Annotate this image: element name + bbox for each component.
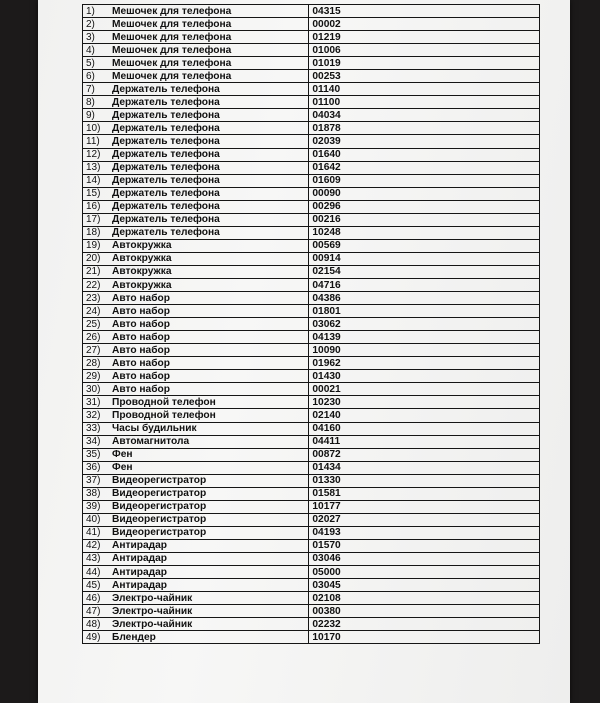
item-name: Держатель телефона xyxy=(112,83,220,95)
item-code: 01878 xyxy=(309,122,540,135)
item-code: 00296 xyxy=(309,200,540,213)
table-row xyxy=(83,292,540,305)
item-name: Держатель телефона xyxy=(112,188,220,200)
item-cell xyxy=(83,148,309,161)
table-row xyxy=(83,539,540,552)
table-row xyxy=(83,239,540,252)
table-row xyxy=(83,305,540,318)
row-number: 40) xyxy=(86,514,101,526)
item-name: Электро-чайник xyxy=(112,618,193,630)
item-name: Авто набор xyxy=(112,383,170,395)
item-name: Автомагнитола xyxy=(112,436,190,448)
item-code: 05000 xyxy=(309,566,540,579)
item-code: 04160 xyxy=(309,422,540,435)
item-code: 10170 xyxy=(309,631,540,644)
table-row xyxy=(83,344,540,357)
table-row xyxy=(83,396,540,409)
table-row xyxy=(83,57,540,70)
row-number: 36) xyxy=(86,462,101,474)
table-row xyxy=(83,161,540,174)
item-cell xyxy=(83,474,309,487)
item-name: Авто набор xyxy=(112,318,170,330)
item-name: Видеорегистратор xyxy=(112,527,207,539)
item-name: Проводной телефон xyxy=(112,396,216,408)
item-code: 02027 xyxy=(309,513,540,526)
item-cell xyxy=(83,44,309,57)
row-number: 16) xyxy=(86,201,101,213)
table-row xyxy=(83,422,540,435)
table-row xyxy=(83,200,540,213)
item-code: 00872 xyxy=(309,448,540,461)
item-cell xyxy=(83,5,309,18)
item-code: 04386 xyxy=(309,292,540,305)
item-cell xyxy=(83,579,309,592)
row-number: 29) xyxy=(86,370,101,382)
table-row xyxy=(83,618,540,631)
item-code: 02154 xyxy=(309,265,540,278)
item-cell xyxy=(83,435,309,448)
row-number: 1) xyxy=(86,5,95,17)
item-code: 00021 xyxy=(309,383,540,396)
row-number: 27) xyxy=(86,344,101,356)
item-cell xyxy=(83,122,309,135)
row-number: 14) xyxy=(86,175,101,187)
item-code: 10090 xyxy=(309,344,540,357)
table-row xyxy=(83,187,540,200)
item-code: 03062 xyxy=(309,318,540,331)
table-row xyxy=(83,5,540,18)
item-name: Авто набор xyxy=(112,305,170,317)
item-code: 00380 xyxy=(309,605,540,618)
row-number: 32) xyxy=(86,409,101,421)
row-number: 44) xyxy=(86,566,101,578)
item-cell xyxy=(83,318,309,331)
item-code: 01100 xyxy=(309,96,540,109)
table-row xyxy=(83,487,540,500)
item-code: 03045 xyxy=(309,579,540,592)
row-number: 30) xyxy=(86,383,101,395)
row-number: 42) xyxy=(86,540,101,552)
row-number: 12) xyxy=(86,149,101,161)
item-code: 04193 xyxy=(309,526,540,539)
table-row xyxy=(83,213,540,226)
item-code: 10230 xyxy=(309,396,540,409)
item-code: 01434 xyxy=(309,461,540,474)
item-name: Часы будильник xyxy=(112,423,197,435)
item-code: 04411 xyxy=(309,435,540,448)
item-code: 00569 xyxy=(309,239,540,252)
row-number: 24) xyxy=(86,305,101,317)
table-row xyxy=(83,631,540,644)
item-name: Видеорегистратор xyxy=(112,501,207,513)
item-cell xyxy=(83,174,309,187)
item-code: 10177 xyxy=(309,500,540,513)
item-cell xyxy=(83,631,309,644)
item-name: Электро-чайник xyxy=(112,592,193,604)
item-code: 02140 xyxy=(309,409,540,422)
item-name: Авто набор xyxy=(112,357,170,369)
item-cell xyxy=(83,592,309,605)
item-name: Держатель телефона xyxy=(112,214,220,226)
item-name: Видеорегистратор xyxy=(112,488,207,500)
row-number: 13) xyxy=(86,162,101,174)
table-row xyxy=(83,109,540,122)
item-name: Фен xyxy=(112,462,133,474)
table-row xyxy=(83,278,540,291)
item-name: Антирадар xyxy=(112,553,168,565)
row-number: 47) xyxy=(86,605,101,617)
item-cell xyxy=(83,552,309,565)
item-cell xyxy=(83,31,309,44)
item-name: Антирадар xyxy=(112,579,168,591)
item-name: Держатель телефона xyxy=(112,162,220,174)
item-cell xyxy=(83,357,309,370)
item-cell xyxy=(83,539,309,552)
item-code: 04139 xyxy=(309,331,540,344)
table-row xyxy=(83,31,540,44)
row-number: 17) xyxy=(86,214,101,226)
table-row xyxy=(83,357,540,370)
item-cell xyxy=(83,305,309,318)
item-cell xyxy=(83,200,309,213)
row-number: 49) xyxy=(86,631,101,643)
item-name: Авто набор xyxy=(112,292,170,304)
item-cell xyxy=(83,344,309,357)
item-cell xyxy=(83,239,309,252)
item-cell xyxy=(83,278,309,291)
item-name: Держатель телефона xyxy=(112,135,220,147)
item-cell xyxy=(83,409,309,422)
table-row xyxy=(83,252,540,265)
item-code: 04315 xyxy=(309,5,540,18)
inventory-table xyxy=(82,4,540,644)
item-cell xyxy=(83,618,309,631)
item-cell xyxy=(83,187,309,200)
table-row xyxy=(83,500,540,513)
item-name: Мешочек для телефона xyxy=(112,18,232,30)
row-number: 38) xyxy=(86,488,101,500)
table-row xyxy=(83,148,540,161)
item-name: Авто набор xyxy=(112,370,170,382)
item-cell xyxy=(83,83,309,96)
item-cell xyxy=(83,135,309,148)
table-row xyxy=(83,552,540,565)
row-number: 45) xyxy=(86,579,101,591)
table-row xyxy=(83,513,540,526)
item-name: Авто набор xyxy=(112,344,170,356)
row-number: 6) xyxy=(86,70,95,82)
item-name: Фен xyxy=(112,449,133,461)
row-number: 15) xyxy=(86,188,101,200)
table-row xyxy=(83,18,540,31)
table-row xyxy=(83,331,540,344)
table-row xyxy=(83,44,540,57)
table-row xyxy=(83,83,540,96)
row-number: 2) xyxy=(86,18,95,30)
table-row xyxy=(83,566,540,579)
item-code: 01019 xyxy=(309,57,540,70)
item-cell xyxy=(83,500,309,513)
item-name: Блендер xyxy=(112,631,156,643)
item-cell xyxy=(83,461,309,474)
table-row xyxy=(83,370,540,383)
table-row xyxy=(83,526,540,539)
row-number: 25) xyxy=(86,318,101,330)
item-cell xyxy=(83,226,309,239)
table-row xyxy=(83,96,540,109)
item-name: Автокружка xyxy=(112,279,172,291)
item-name: Держатель телефона xyxy=(112,96,220,108)
item-cell xyxy=(83,292,309,305)
item-name: Держатель телефона xyxy=(112,175,220,187)
table-row xyxy=(83,474,540,487)
item-cell xyxy=(83,566,309,579)
item-name: Мешочек для телефона xyxy=(112,31,232,43)
item-cell xyxy=(83,57,309,70)
item-cell xyxy=(83,161,309,174)
item-cell xyxy=(83,605,309,618)
item-code: 01609 xyxy=(309,174,540,187)
row-number: 48) xyxy=(86,618,101,630)
item-code: 01330 xyxy=(309,474,540,487)
item-code: 00002 xyxy=(309,18,540,31)
item-code: 01570 xyxy=(309,539,540,552)
row-number: 31) xyxy=(86,396,101,408)
item-code: 00216 xyxy=(309,213,540,226)
row-number: 41) xyxy=(86,527,101,539)
row-number: 46) xyxy=(86,592,101,604)
table-row xyxy=(83,174,540,187)
row-number: 22) xyxy=(86,279,101,291)
item-code: 00253 xyxy=(309,70,540,83)
row-number: 43) xyxy=(86,553,101,565)
row-number: 3) xyxy=(86,31,95,43)
item-name: Держатель телефона xyxy=(112,122,220,134)
row-number: 7) xyxy=(86,83,95,95)
item-code: 03046 xyxy=(309,552,540,565)
table-row xyxy=(83,226,540,239)
item-cell xyxy=(83,422,309,435)
inventory-table-body xyxy=(83,5,540,644)
item-cell xyxy=(83,331,309,344)
item-code: 01140 xyxy=(309,83,540,96)
row-number: 37) xyxy=(86,475,101,487)
row-number: 20) xyxy=(86,253,101,265)
item-code: 01640 xyxy=(309,148,540,161)
item-cell xyxy=(83,213,309,226)
item-name: Видеорегистратор xyxy=(112,514,207,526)
row-number: 28) xyxy=(86,357,101,369)
item-cell xyxy=(83,448,309,461)
item-name: Держатель телефона xyxy=(112,227,220,239)
table-row xyxy=(83,122,540,135)
item-code: 01581 xyxy=(309,487,540,500)
row-number: 10) xyxy=(86,122,101,134)
item-code: 00914 xyxy=(309,252,540,265)
item-code: 01801 xyxy=(309,305,540,318)
row-number: 19) xyxy=(86,240,101,252)
item-code: 01006 xyxy=(309,44,540,57)
row-number: 21) xyxy=(86,266,101,278)
table-row xyxy=(83,605,540,618)
table-row xyxy=(83,70,540,83)
item-name: Электро-чайник xyxy=(112,605,193,617)
table-row xyxy=(83,265,540,278)
item-cell xyxy=(83,383,309,396)
item-name: Мешочек для телефона xyxy=(112,57,232,69)
item-code: 01430 xyxy=(309,370,540,383)
item-name: Автокружка xyxy=(112,253,172,265)
item-name: Держатель телефона xyxy=(112,109,220,121)
item-code: 02108 xyxy=(309,592,540,605)
row-number: 35) xyxy=(86,449,101,461)
item-name: Мешочек для телефона xyxy=(112,5,232,17)
item-code: 04034 xyxy=(309,109,540,122)
item-name: Автокружка xyxy=(112,266,172,278)
item-cell xyxy=(83,487,309,500)
table-row xyxy=(83,135,540,148)
item-name: Антирадар xyxy=(112,566,168,578)
table-row xyxy=(83,318,540,331)
row-number: 8) xyxy=(86,96,95,108)
row-number: 9) xyxy=(86,109,95,121)
item-code: 02039 xyxy=(309,135,540,148)
row-number: 23) xyxy=(86,292,101,304)
table-row xyxy=(83,461,540,474)
row-number: 33) xyxy=(86,423,101,435)
row-number: 11) xyxy=(86,135,100,147)
table-row xyxy=(83,409,540,422)
item-name: Проводной телефон xyxy=(112,409,216,421)
table-row xyxy=(83,383,540,396)
item-name: Авто набор xyxy=(112,331,170,343)
row-number: 18) xyxy=(86,227,101,239)
item-code: 02232 xyxy=(309,618,540,631)
row-number: 5) xyxy=(86,57,95,69)
item-cell xyxy=(83,18,309,31)
item-code: 00090 xyxy=(309,187,540,200)
item-name: Мешочек для телефона xyxy=(112,70,232,82)
item-code: 01962 xyxy=(309,357,540,370)
item-cell xyxy=(83,96,309,109)
item-name: Мешочек для телефона xyxy=(112,44,232,56)
row-number: 39) xyxy=(86,501,101,513)
item-code: 01642 xyxy=(309,161,540,174)
item-name: Антирадар xyxy=(112,540,168,552)
item-cell xyxy=(83,265,309,278)
item-cell xyxy=(83,370,309,383)
table-row xyxy=(83,579,540,592)
item-cell xyxy=(83,70,309,83)
row-number: 34) xyxy=(86,436,101,448)
row-number: 4) xyxy=(86,44,95,56)
item-cell xyxy=(83,252,309,265)
item-code: 01219 xyxy=(309,31,540,44)
item-cell xyxy=(83,396,309,409)
item-name: Держатель телефона xyxy=(112,149,220,161)
item-name: Держатель телефона xyxy=(112,201,220,213)
item-name: Автокружка xyxy=(112,240,172,252)
item-code: 10248 xyxy=(309,226,540,239)
row-number: 26) xyxy=(86,331,101,343)
table-row xyxy=(83,592,540,605)
item-cell xyxy=(83,109,309,122)
table-row xyxy=(83,435,540,448)
item-name: Видеорегистратор xyxy=(112,475,207,487)
item-cell xyxy=(83,513,309,526)
item-code: 04716 xyxy=(309,278,540,291)
item-cell xyxy=(83,526,309,539)
table-row xyxy=(83,448,540,461)
